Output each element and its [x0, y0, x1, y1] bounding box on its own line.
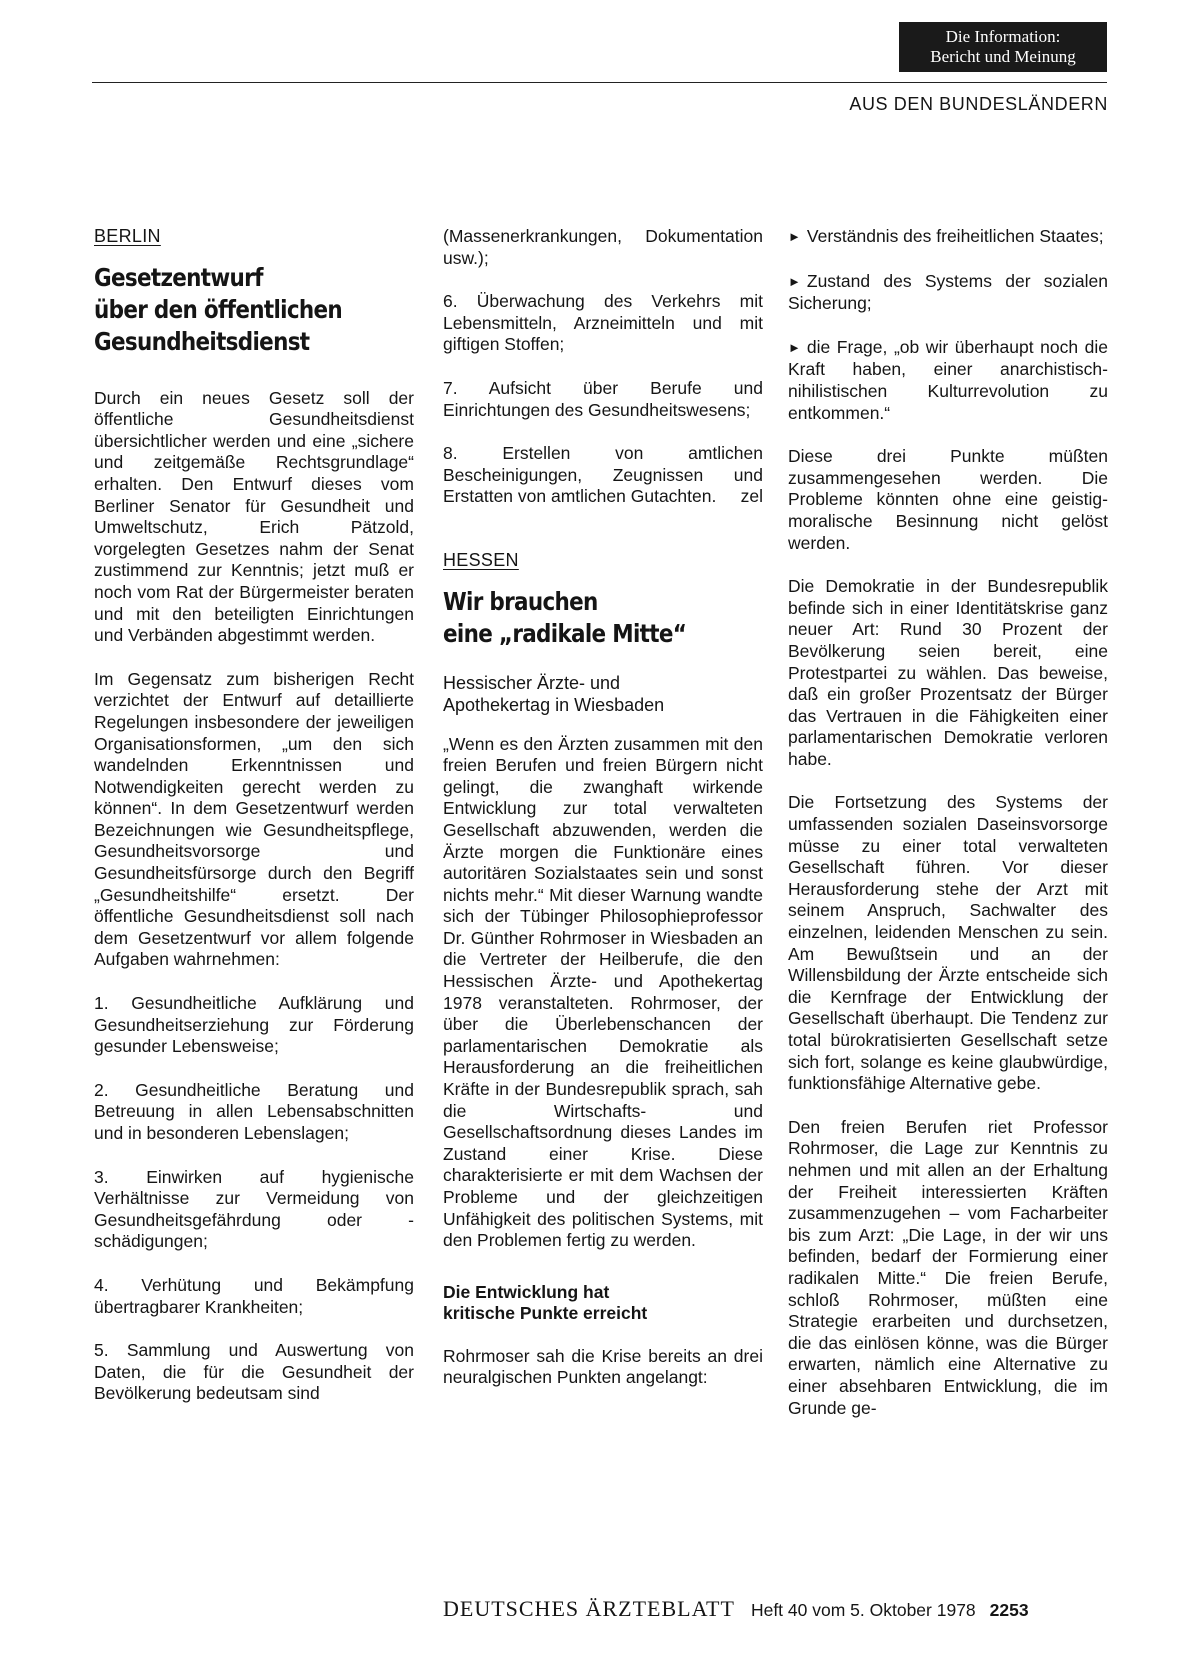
article-headline-hessen — [443, 586, 753, 650]
rubric-line-2: Bericht und Meinung — [930, 47, 1076, 66]
intertitle-line: kritische Punkte erreicht — [443, 1302, 648, 1323]
headline-line: Gesundheitsdienst — [94, 326, 310, 356]
subhead-line: Hessischer Ärzte- und — [443, 672, 621, 693]
paragraph: Rohrmoser sah die Krise bereits an drei neuralgischen Punkten angelangt: — [443, 1345, 763, 1388]
author-signature: zel — [740, 486, 763, 507]
bullet-text: Verständnis des freiheitlichen Staates; — [806, 226, 1104, 246]
list-item: 2. Gesundheitliche Beratung und Betreuung in allen Lebensabschnitten und in besonderen Lebenslagen; — [94, 1079, 414, 1143]
triangle-bullet-icon: ► — [788, 339, 801, 355]
region-label-hessen: HESSEN — [443, 549, 519, 570]
column-1 — [94, 226, 414, 1427]
paragraph: Diese drei Punkte müßten zusammengesehen werden. Die Probleme könnten ohne eine geistig-moralische Besinnung nicht gelöst werden. — [788, 446, 1108, 553]
intertitle — [443, 1282, 763, 1324]
triangle-bullet-icon: ► — [788, 229, 801, 244]
list-item: 7. Aufsicht über Berufe und Einrichtungen des Gesundheitswesens; — [443, 377, 763, 420]
bullet-item — [788, 226, 1108, 249]
journal-title: DEUTSCHES ÄRZTEBLATT — [443, 1596, 735, 1621]
list-item: 4. Verhütung und Bekämpfung übertragbarer Krankheiten; — [94, 1274, 414, 1317]
list-item: 5. Sammlung und Auswertung von Daten, die für die Gesundheit der Bevölkerung bedeutsam sind — [94, 1340, 414, 1404]
paragraph: „Wenn es den Ärzten zusammen mit den freien Berufen und freien Bürgern nicht gelingt, die zwanghaft wirkende Entwicklung zur total verwalteten Gesellschaft abzuwenden, werden die Ärzte morgen die Funktionäre eines autoritären Sozialstaates sein und sonst nichts mehr.“ Mit dieser Warnung wandte sich der Tübinger Philosophieprofessor Dr. Günther Rohrmoser in Wiesbaden an die Vertreter der Heilberufe, die den Hessischen Ärzte- und Apothekertag 1978 veranstalteten. Rohrmoser, der über die Überlebenschancen der parlamentarischen Demokratie als Herausforderung an die freiheitlichen Kräfte in der Bundesrepublik sprach, sah die Wirtschafts- und Gesellschaftsordnung dieses Landes im Zustand einer Krise. Diese charakterisierte er mit dem Wachsen der Probleme und der gleichzeitigen Unfähigkeit des politischen Systems, mit den Problemen fertig zu werden. — [443, 733, 763, 1251]
bullet-text: Zustand des Systems der sozialen Sicherung; — [788, 270, 1108, 314]
list-item — [443, 443, 763, 508]
page-number: 2253 — [989, 1600, 1029, 1620]
bullet-item — [788, 337, 1108, 424]
rubric-badge — [899, 22, 1107, 72]
bullet-item — [788, 271, 1108, 315]
issue-info: Heft 40 vom 5. Oktober 1978 — [750, 1600, 976, 1620]
header-rule — [92, 82, 1107, 83]
section-label: AUS DEN BUNDESLÄNDERN — [849, 94, 1108, 114]
paragraph: Die Fortsetzung des Systems der umfassenden sozialen Daseinsvorsorge müsse zu einer total verwalteten Gesellschaft führen. Vor dieser Herausforderung stehe der Arzt mit seinem Anspruch, Sachwalter des einzelnen, leidenden Menschen zu sein. Am Bewußtsein und an der Willensbildung der Ärzte entscheide sich die Kernfrage der Entwicklung der Gesellschaft überhaupt. Die Tendenz zur total bürokratisierten Gesellschaft setze sich fort, solange es keine glaubwürdige, funktionsfähige Alternative gebe. — [788, 792, 1108, 1094]
paragraph: Den freien Berufen riet Professor Rohrmoser, die Lage zur Kenntnis zu nehmen und mit allen an der Erhaltung der Freiheit interessierten Kräften zusammenzugehen – vom Facharbeiter bis zum Arzt: „Die Lage, in der wir uns befinden, bedarf der Formierung einer radikalen Mitte.“ Die freien Berufe, schloß Rohrmoser, müßten eine Strategie erarbeiten und durchsetzen, die das einlösen könne, was die Bürger erwarten, nämlich eine Alternative zu einer absehbaren Entwicklung, die im Grunde ge- — [788, 1116, 1108, 1418]
subhead-line: Apothekertag in Wiesbaden — [443, 694, 665, 715]
list-item: 6. Überwachung des Verkehrs mit Lebensmitteln, Arzneimitteln und mit giftigen Stoffen; — [443, 291, 763, 355]
headline-line: eine „radikale Mitte“ — [443, 618, 687, 648]
article-headline-berlin — [94, 262, 404, 358]
paragraph: Durch ein neues Gesetz soll der öffentliche Gesundheitsdienst übersichtlicher werden und eine „sichere und zeitgemäße Rechtsgrundlage“ erhalten. Den Entwurf dieses vom Berliner Senator für Gesundheit und Umweltschutz, Erich Pätzold, vorgelegten Gesetzes nahm der Senat zustimmend zur Kenntnis; jetzt muß er noch vom Rat der Bürgermeister beraten und mit den beteiligten Einrichtungen und Verbänden abgestimmt werden. — [94, 387, 414, 646]
headline-line: Wir brauchen — [443, 586, 598, 616]
region-label-berlin: BERLIN — [94, 226, 161, 246]
rubric-line-1: Die Information: — [945, 27, 1061, 46]
column-3 — [788, 226, 1108, 1441]
paragraph: Die Demokratie in der Bundesrepublik befinde sich in einer Identitätskrise ganz neuer Art: Rund 30 Prozent der Bevölkerung seien bereit, eine Protestpartei zu wählen. Das beweise, daß ein großer Prozentsatz der Bürger das Vertrauen in die Fähigkeiten einer parlamentarischen Demokratie verloren habe. — [788, 576, 1108, 769]
list-item: 3. Einwirken auf hygienische Verhältnisse zur Vermeidung von Gesundheitsgefährdung oder -schädigungen; — [94, 1166, 414, 1252]
headline-line: Gesetzentwurf — [94, 262, 263, 292]
list-item: 1. Gesundheitliche Aufklärung und Gesundheitserziehung zur Förderung gesunder Lebensweise; — [94, 993, 414, 1057]
list-item: (Massenerkrankungen, Dokumentation usw.); — [443, 226, 763, 268]
bullet-text: die Frage, „ob wir überhaupt noch die Kraft haben, einer anarchistisch-nihilistischen Kulturrevolution zu entkommen.“ — [788, 336, 1108, 423]
column-2 — [443, 226, 763, 1411]
intertitle-line: Die Entwicklung hat — [443, 1281, 610, 1302]
headline-line: über den öffentlichen — [94, 294, 343, 324]
triangle-bullet-icon: ► — [788, 273, 801, 289]
article-subhead — [443, 672, 763, 716]
page-footer — [443, 1596, 1110, 1622]
paragraph: Im Gegensatz zum bisherigen Recht verzichtet der Entwurf auf detaillierte Regelungen insbesondere der jeweiligen Organisationsformen, „um den sich wandelnden Erkenntnissen und Notwendigkeiten gerecht werden zu können“. In dem Gesetzentwurf werden Bezeichnungen wie Gesundheitspflege, Gesundheitsvorsorge und Gesundheitsfürsorge durch den Begriff „Gesundheitshilfe“ ersetzt. Der öffentliche Gesundheitsdienst soll nach dem Gesetzentwurf vor allem folgende Aufgaben wahrnehmen: — [94, 668, 414, 970]
list-item-text: 8. Erstellen von amtlichen Bescheinigungen, Zeugnissen und Erstatten von amtlichen Gutachten. — [443, 443, 763, 507]
